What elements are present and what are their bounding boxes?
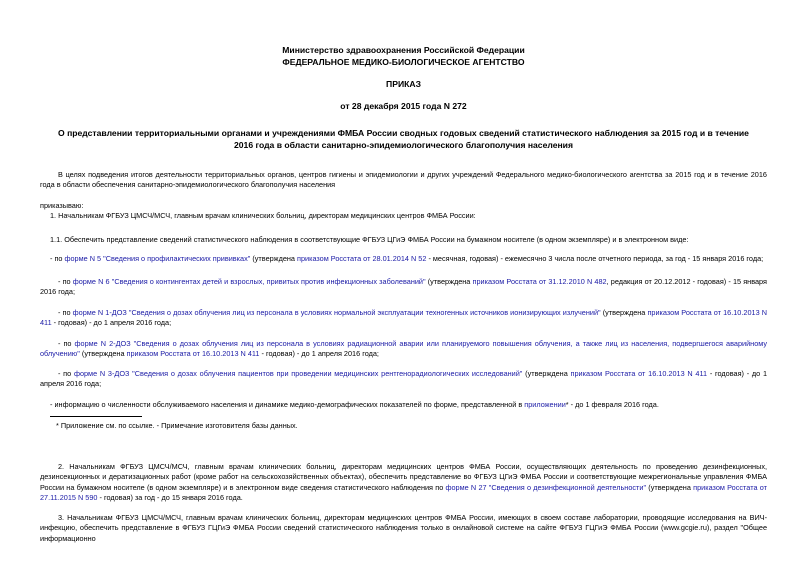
form5-suffix: - месячная, годовая) - ежемесячно 3 числа после отчетного периода, за год - 15 января 2016 года;: [426, 254, 764, 263]
appendix-link[interactable]: приложении: [524, 400, 566, 409]
form6-order-link[interactable]: приказом Росстата от 31.12.2010 N 482: [472, 277, 607, 286]
item-3-paragraph: 3. Начальникам ФГБУЗ ЦМСЧ/МСЧ, главным врачам клинических больниц, директорам медицинских центров ФМБА России, имеющих в своем составе лаборатории, проводящие исследования на ВИЧ-инфекцию, обеспечить представление в ФГБУЗ ГЦГиЭ ФМБА России сведений статистического наблюдения только в онлайновой системе на сайте ФГБУЗ ГЦГиЭ ФМБА России (www.gcgie.ru), раздел "Общее информационно: [40, 513, 767, 543]
document-type: ПРИКАЗ: [386, 79, 421, 89]
footnote-divider: [50, 416, 142, 417]
item-2-paragraph: [40, 462, 767, 504]
order-word: приказываю:: [40, 201, 84, 210]
form2doz-suffix: - годовая) - до 1 апреля 2016 года;: [259, 349, 379, 359]
form1doz-order-link[interactable]: приказом Росстата от 16.10.2013 N 411: [40, 308, 767, 328]
agency-name: ФЕДЕРАЛЬНОЕ МЕДИКО-БИОЛОГИЧЕСКОЕ АГЕНТСТВО: [282, 57, 525, 67]
info-suffix: * - до 1 февраля 2016 года.: [565, 400, 659, 409]
form5-paragraph: [50, 254, 767, 264]
item2-mid: (утверждена: [646, 482, 694, 492]
item2-suffix: - годовая) за год - до 15 января 2016 года.: [97, 493, 243, 503]
footnote-text: * Приложение см. по ссылке. - Примечание изготовителя базы данных.: [56, 421, 298, 430]
form2doz-link[interactable]: форме N 2-ДОЗ "Сведения о дозах облучения лиц из персонала в условиях радиационной аварии или планируемого повышения облучения, а также лиц из населения, подвергшегося аварийному облучению": [40, 339, 767, 359]
document-date: от 28 декабря 2015 года N 272: [340, 101, 467, 111]
form5-prefix: - по: [50, 254, 65, 263]
form3doz-order-link[interactable]: приказом Росстата от 16.10.2013 N 411: [570, 369, 708, 378]
form2doz-mid: (утверждена: [79, 349, 127, 359]
form5-order-link[interactable]: приказом Росстата от 28.01.2014 N 52: [297, 254, 427, 263]
item-1-paragraph: 1. Начальникам ФГБУЗ ЦМСЧ/МСЧ, главным врачам клинических больниц, директорам медицинских центров ФМБА России:: [50, 211, 476, 220]
form1doz-link[interactable]: форме N 1-ДОЗ "Сведения о дозах облучения лиц из персонала в условиях нормальной эксплуатации техногенных источников ионизирующих излучений": [72, 308, 601, 317]
form1doz-mid: (утверждена: [600, 308, 648, 317]
form2doz-order-link[interactable]: приказом Росстата от 16.10.2013 N 411: [126, 349, 260, 359]
ministry-name: Министерство здравоохранения Российской Федерации: [282, 45, 525, 55]
form6-mid: (утверждена: [425, 277, 473, 286]
form6-suffix: , редакция от 20.12.2012 - годовая) - 15 января 2016 года;: [40, 277, 767, 297]
info-paragraph: [50, 400, 767, 410]
form3doz-link[interactable]: форме N 3-ДОЗ "Сведения о дозах облучения пациентов при проведении медицинских рентгенорадиологических исследований": [73, 369, 523, 378]
form27-order-link[interactable]: приказом Росстата от 27.11.2015 N 590: [40, 482, 767, 503]
form1doz-paragraph: [40, 308, 767, 329]
document-title: О представлении территориальными органами и учреждениями ФМБА России сводных годовых сведений статистического наблюдения за 2015 год и в течение 2016 года в области санитарно-эпидемиологического благополучия населения: [58, 128, 749, 150]
form6-link[interactable]: форме N 6 "Сведения о контингентах детей и взрослых, привитых против инфекционных заболеваний": [72, 277, 426, 286]
item2-text: 2. Начальникам ФГБУЗ ЦМСЧ/МСЧ, главным врачам клинических больниц, директорам медицинских центров ФМБА России, осуществляющих деятельность по проведению дезинфекционных, дезинсекционных и дератизационных работ (кроме работ на сельскохозяйственных объектах), обеспечить представление во ФГБУЗ ЦГиЭ ФМБА России и соответствующие межрегиональные управления ФМБА России на бумажном носителе (в одном экземпляре) и в электронном виде сведения статистического наблюдения по: [40, 462, 767, 492]
form6-prefix: - по: [58, 277, 73, 286]
form5-link[interactable]: форме N 5 "Сведения о профилактических прививках": [64, 254, 251, 263]
form27-link[interactable]: форме N 27 "Сведения о дезинфекционной деятельности": [445, 482, 647, 492]
form6-paragraph: [40, 277, 767, 298]
form1doz-suffix: - годовая) - до 1 апреля 2016 года;: [51, 318, 172, 328]
intro-paragraph: В целях подведения итогов деятельности территориальных органов, центров гигиены и эпидемиологии и других учреждений Федерального медико-биологического агентства за 2015 год и в течение 2016 года в области обеспечения санитарно-эпидемиологического благополучия населения: [40, 170, 767, 190]
document-page: [40, 0, 767, 571]
item-1-1-paragraph: 1.1. Обеспечить представление сведений статистического наблюдения в соответствующие ФГБУЗ ЦГиЭ ФМБА России на бумажном носителе (в одном экземпляре) и в электронном виде:: [50, 235, 689, 244]
form1doz-prefix: - по: [58, 308, 73, 317]
form3doz-prefix: - по: [58, 369, 74, 378]
info-prefix: - информацию о численности обслуживаемого населения и динамике медико-демографических показателей по форме, представленной в: [50, 400, 525, 409]
form3doz-mid: (утверждена: [522, 369, 571, 378]
form2doz-paragraph: [40, 339, 767, 360]
form5-mid: (утверждена: [250, 254, 297, 263]
form3doz-suffix: - годовая) - до 1 апреля 2016 года;: [40, 369, 768, 389]
form2doz-prefix: - по: [58, 339, 75, 348]
form3doz-paragraph: [40, 369, 767, 390]
